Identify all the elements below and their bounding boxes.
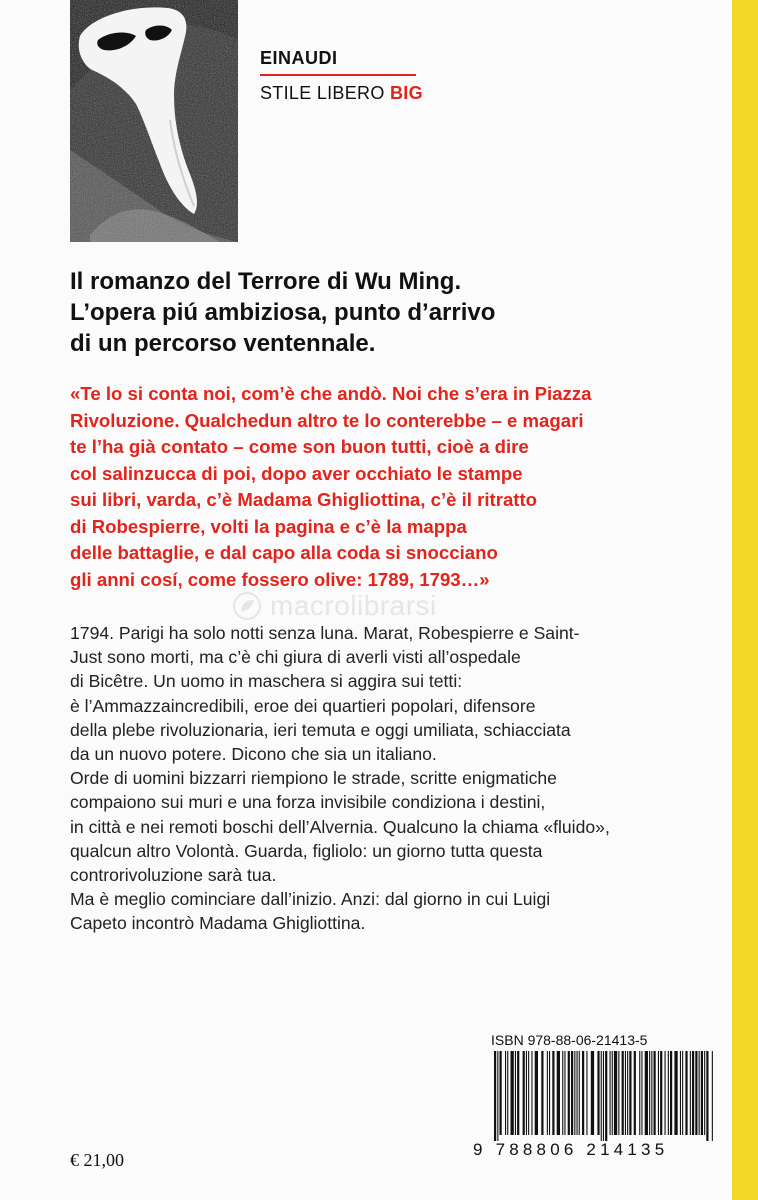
barcode-bar [627, 1051, 628, 1135]
barcode-bar [622, 1051, 624, 1135]
barcode-bar [690, 1051, 691, 1135]
barcode-bar [528, 1051, 529, 1135]
barcode-bar [695, 1051, 697, 1135]
barcode-bar [682, 1051, 683, 1135]
barcode-bar [685, 1051, 687, 1135]
synopsis-line: Ma è meglio cominciare dall’inizio. Anzi: dal giorno in cui Luigi [70, 889, 551, 910]
quote-line: col salinzucca di poi, dopo aver occhiato le stampe [70, 462, 523, 484]
barcode-bar [654, 1051, 656, 1135]
headline-line: L’opera piú ambiziosa, punto d’arrivo [70, 299, 496, 326]
barcode-bar [614, 1051, 617, 1135]
quote-line: delle battaglie, e dal capo alla coda si snocciano [70, 542, 498, 563]
synopsis-line: è l’Ammazzaincredibili, eroe dei quartieri popolari, difensore [70, 695, 536, 716]
barcode-bar [535, 1051, 538, 1135]
barcode-bar [674, 1051, 677, 1135]
barcode-bar [564, 1051, 565, 1135]
barcode-bar [639, 1051, 640, 1135]
series-suffix: BIG [389, 83, 423, 103]
synopsis-line: compaiono sui muri e una forza invisibile condiziona i destini, [70, 792, 546, 813]
barcode-bar [531, 1051, 532, 1135]
headline [70, 266, 710, 359]
barcode-bar [552, 1051, 554, 1135]
barcode-bar [680, 1051, 681, 1135]
plague-doctor-mask-icon [70, 0, 238, 242]
synopsis-line: Capeto incontrò Madama Ghigliottina. [70, 913, 366, 934]
barcode-bar [582, 1051, 584, 1135]
price: € 21,00 [70, 1150, 124, 1170]
quote-line: sui libri, varda, c’è Madama Ghigliottina, c’è il ritratto [70, 489, 538, 510]
synopsis-line: Orde di uomini bizzarri riempiono le strade, scritte enigmatiche [70, 768, 557, 789]
watermark [232, 588, 532, 624]
barcode-bar [660, 1051, 662, 1135]
barcode-bar [601, 1051, 602, 1141]
barcode-bar [634, 1051, 636, 1135]
barcode-bar [549, 1051, 550, 1135]
barcode-bar [704, 1051, 705, 1135]
barcode-bar [586, 1051, 587, 1135]
quote-line: «Te lo si conta noi, com’è che andò. Noi che s’era in Piazza [70, 383, 592, 404]
series-prefix: STILE LIBERO [260, 83, 385, 103]
leaf-logo-icon [232, 591, 262, 621]
barcode-bar [557, 1051, 560, 1135]
barcode-bar [571, 1051, 573, 1135]
quote-line: gli anni cosí, come fossero olive: 1789, 1793…» [70, 568, 490, 590]
barcode-bar [526, 1051, 527, 1135]
quote-line: di Robespierre, volti la pagina e c’è la mappa [70, 515, 467, 537]
barcode-bar [629, 1051, 631, 1135]
barcode-bar [706, 1051, 708, 1141]
barcode-bar [497, 1051, 498, 1141]
barcode-bar [505, 1051, 506, 1135]
barcode-bar [610, 1051, 611, 1135]
barcode-bar [625, 1051, 626, 1135]
barcode-bar [645, 1051, 648, 1135]
synopsis-line: Just sono morti, ma c’è chi giura di averli visti all’ospedale [70, 647, 521, 668]
barcode-bar [612, 1051, 613, 1135]
publisher-name: EINAUDI [260, 48, 338, 68]
barcode-bar [523, 1051, 525, 1135]
headline-line: Il romanzo del Terrore di Wu Ming. [70, 268, 462, 295]
synopsis [70, 621, 720, 936]
barcode-digits: 9 788806 214135 [473, 1140, 669, 1159]
quote-line: Rivoluzione. Qualchedun altro te lo conterebbe – e magari [70, 409, 584, 431]
barcode-bar [515, 1051, 516, 1135]
barcode-bar [651, 1051, 652, 1135]
barcode-icon [492, 1051, 716, 1141]
spine-yellow-strip [732, 0, 758, 1200]
headline-line: di un percorso ventennale. [70, 330, 376, 357]
barcode-bar [618, 1051, 619, 1135]
synopsis-line: della plebe rivoluzionaria, ieri temuta e oggi umiliata, schiacciata [70, 719, 571, 740]
synopsis-line: qualcun altro Volontà. Guarda, figliolo: un giorno tutta questa [70, 840, 543, 861]
barcode-bar [579, 1051, 580, 1135]
barcode-bar [541, 1051, 543, 1135]
barcode-bar [668, 1051, 669, 1135]
barcode-bar [547, 1051, 548, 1135]
barcode-bar [665, 1051, 666, 1135]
barcode-bar [649, 1051, 650, 1135]
barcode-bar [574, 1051, 575, 1135]
synopsis-line: 1794. Parigi ha solo notti senza luna. Marat, Robespierre e Saint- [70, 623, 580, 643]
barcode-bar [603, 1051, 604, 1141]
barcode-bar [670, 1051, 672, 1135]
excerpt-quote [70, 381, 720, 593]
barcode-bar [507, 1051, 508, 1135]
barcode-bar [591, 1051, 594, 1135]
quote-line: te l’ha già contato – come son buon tutti, cioè a dire [70, 436, 529, 457]
barcode-bar [568, 1051, 570, 1135]
barcode-bar [500, 1051, 502, 1135]
barcode-bar [692, 1051, 694, 1135]
barcode-bar [511, 1051, 514, 1135]
synopsis-line: controrivoluzione sarà tua. [70, 865, 277, 886]
barcode-bar [641, 1051, 642, 1135]
series-name [260, 83, 423, 104]
synopsis-line: di Bicêtre. Un uomo in maschera si aggira sui tetti: [70, 671, 463, 692]
synopsis-line: in città e nei remoti boschi dell’Alvernia. Qualcuno la chiama «fluido», [70, 816, 610, 837]
barcode-bar [597, 1051, 599, 1135]
synopsis-line: da un nuovo potere. Dicono che sia un italiano. [70, 744, 437, 765]
mask-illustration [70, 0, 238, 242]
barcode-bar [605, 1051, 607, 1141]
barcode-bar [712, 1051, 713, 1141]
barcode-bar [577, 1051, 578, 1135]
isbn-label: ISBN 978-88-06-21413-5 [491, 1032, 648, 1048]
barcode-bar [701, 1051, 703, 1135]
barcode-bar [699, 1051, 700, 1135]
watermark-text: macrolibrarsi [270, 590, 437, 621]
barcode-bar [494, 1051, 496, 1141]
barcode-bar [658, 1051, 659, 1135]
red-divider [260, 74, 416, 76]
barcode-bar [517, 1051, 519, 1135]
barcode-bar [562, 1051, 563, 1135]
